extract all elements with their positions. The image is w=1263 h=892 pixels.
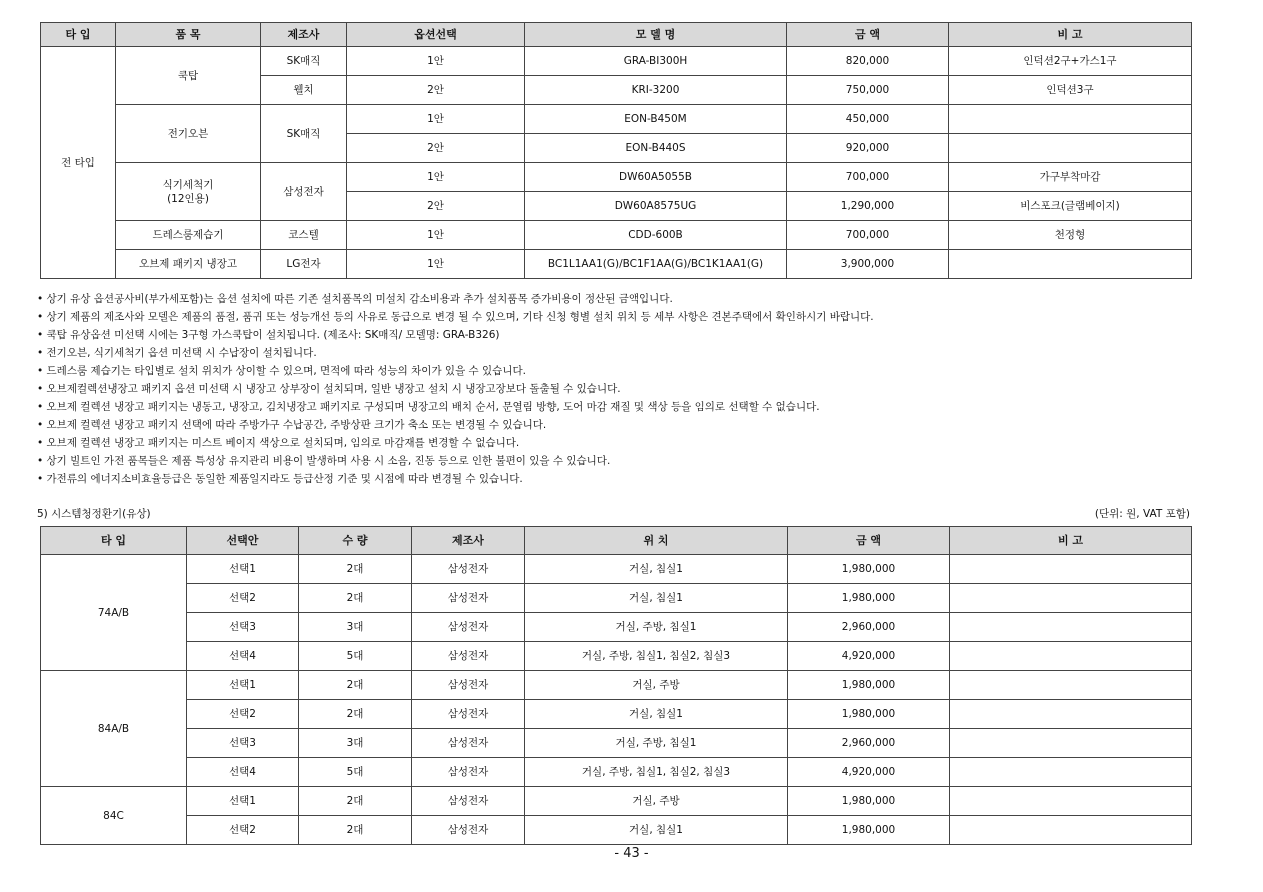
location-cell: 거실, 주방, 침실1	[525, 613, 788, 642]
maker-cell: 삼성전자	[412, 555, 525, 584]
qty-cell: 5대	[299, 758, 412, 787]
note-cell: 비스포크(글램베이지)	[949, 192, 1192, 221]
header-option: 옵션선택	[347, 23, 525, 47]
amount-cell: 450,000	[787, 105, 949, 134]
table-row	[41, 787, 1192, 816]
model-cell: EON-B440S	[525, 134, 787, 163]
note-cell: 가구부착마감	[949, 163, 1192, 192]
ventilation-options-table	[40, 526, 1192, 845]
table-row	[41, 163, 1192, 192]
note-cell	[950, 787, 1192, 816]
table-row	[41, 671, 1192, 700]
choice-cell: 선택2	[187, 816, 299, 845]
header-location: 위 치	[525, 527, 788, 555]
choice-cell: 선택4	[187, 642, 299, 671]
model-cell: EON-B450M	[525, 105, 787, 134]
maker-cell: 삼성전자	[412, 671, 525, 700]
location-cell: 거실, 침실1	[525, 816, 788, 845]
header-maker: 제조사	[412, 527, 525, 555]
maker-cell: 삼성전자	[412, 642, 525, 671]
note-item: • 상기 제품의 제조사와 모델은 제품의 품절, 품귀 또는 성능개선 등의 사유로 동급으로 변경 될 수 있으며, 기타 신청 형별 설치 위치 등 세부 사항은 견본주택에서 확인하시기 바랍니다.	[37, 308, 1237, 326]
maker-cell: 삼성전자	[412, 758, 525, 787]
table-header-row	[41, 23, 1192, 47]
header-type: 타 입	[41, 527, 187, 555]
note-cell	[949, 250, 1192, 279]
header-type: 타 입	[41, 23, 116, 47]
note-cell	[950, 555, 1192, 584]
choice-cell: 선택3	[187, 613, 299, 642]
type-cell: 84A/B	[41, 671, 187, 787]
model-cell: KRI-3200	[525, 76, 787, 105]
location-cell: 거실, 주방	[525, 787, 788, 816]
amount-cell: 750,000	[787, 76, 949, 105]
maker-cell: 삼성전자	[412, 613, 525, 642]
amount-cell: 2,960,000	[788, 729, 950, 758]
amount-cell: 1,980,000	[788, 816, 950, 845]
location-cell: 거실, 주방, 침실1, 침실2, 침실3	[525, 758, 788, 787]
option-cell: 1안	[347, 47, 525, 76]
table-row	[41, 555, 1192, 584]
note-cell	[950, 816, 1192, 845]
model-cell: GRA-BI300H	[525, 47, 787, 76]
type-cell: 74A/B	[41, 555, 187, 671]
table-row	[41, 613, 1192, 642]
note-item: • 전기오븐, 식기세척기 옵션 미선택 시 수납장이 설치됩니다.	[37, 344, 1237, 362]
maker-cell: 삼성전자	[261, 163, 347, 221]
table-header-row	[41, 527, 1192, 555]
note-cell	[950, 642, 1192, 671]
amount-cell: 1,980,000	[788, 584, 950, 613]
amount-cell: 1,980,000	[788, 671, 950, 700]
choice-cell: 선택3	[187, 729, 299, 758]
amount-cell: 700,000	[787, 163, 949, 192]
qty-cell: 2대	[299, 555, 412, 584]
maker-cell: SK매직	[261, 105, 347, 163]
type-cell: 전 타입	[41, 47, 116, 279]
note-item: • 드레스룸 제습기는 타입별로 설치 위치가 상이할 수 있으며, 면적에 따라 성능의 차이가 있을 수 있습니다.	[37, 362, 1237, 380]
maker-cell: 웰치	[261, 76, 347, 105]
note-cell	[950, 671, 1192, 700]
appliance-options-table	[40, 22, 1192, 279]
table-row	[41, 584, 1192, 613]
table-row	[41, 700, 1192, 729]
location-cell: 거실, 주방, 침실1	[525, 729, 788, 758]
section-title: 5) 시스템청정환기(유상)	[37, 508, 151, 520]
maker-cell: 삼성전자	[412, 584, 525, 613]
header-choice: 선택안	[187, 527, 299, 555]
item-cell: 전기오븐	[116, 105, 261, 163]
note-cell: 천정형	[949, 221, 1192, 250]
maker-cell: LG전자	[261, 250, 347, 279]
header-maker: 제조사	[261, 23, 347, 47]
note-cell	[949, 134, 1192, 163]
note-cell	[950, 584, 1192, 613]
location-cell: 거실, 침실1	[525, 555, 788, 584]
notes-list	[37, 290, 1237, 488]
note-item: • 상기 유상 옵션공사비(부가세포함)는 옵션 설치에 따른 기존 설치품목의 미설치 감소비용과 추가 설치품목 증가비용이 정산된 금액입니다.	[37, 290, 1237, 308]
unit-label: (단위: 원, VAT 포함)	[1094, 508, 1190, 520]
model-cell: DW60A8575UG	[525, 192, 787, 221]
model-cell: BC1L1AA1(G)/BC1F1AA(G)/BC1K1AA1(G)	[525, 250, 787, 279]
header-note: 비 고	[950, 527, 1192, 555]
amount-cell: 820,000	[787, 47, 949, 76]
header-amount: 금 액	[788, 527, 950, 555]
header-note: 비 고	[949, 23, 1192, 47]
item-line-1: 식기세척기	[162, 178, 214, 191]
note-item: • 오브제 컬렉션 냉장고 패키지 선택에 따라 주방가구 수납공간, 주방상판 크기가 축소 또는 변경될 수 있습니다.	[37, 416, 1237, 434]
maker-cell: 삼성전자	[412, 700, 525, 729]
option-cell: 1안	[347, 250, 525, 279]
header-model: 모 델 명	[525, 23, 787, 47]
option-cell: 2안	[347, 76, 525, 105]
header-amount: 금 액	[787, 23, 949, 47]
amount-cell: 4,920,000	[788, 758, 950, 787]
item-cell: 드레스룸제습기	[116, 221, 261, 250]
model-cell: DW60A5055B	[525, 163, 787, 192]
qty-cell: 5대	[299, 642, 412, 671]
note-item: • 상기 빌트인 가전 품목들은 제품 특성상 유지관리 비용이 발생하며 사용 시 소음, 진동 등으로 인한 불편이 있을 수 있습니다.	[37, 452, 1237, 470]
option-cell: 1안	[347, 163, 525, 192]
choice-cell: 선택2	[187, 700, 299, 729]
item-line-2: (12인용)	[167, 192, 209, 205]
note-cell	[950, 613, 1192, 642]
maker-cell: 코스텔	[261, 221, 347, 250]
amount-cell: 1,980,000	[788, 555, 950, 584]
maker-cell: SK매직	[261, 47, 347, 76]
note-cell	[949, 105, 1192, 134]
amount-cell: 1,980,000	[788, 787, 950, 816]
qty-cell: 3대	[299, 613, 412, 642]
table-row	[41, 816, 1192, 845]
model-cell: CDD-600B	[525, 221, 787, 250]
amount-cell: 920,000	[787, 134, 949, 163]
table-row	[41, 105, 1192, 134]
maker-cell: 삼성전자	[412, 787, 525, 816]
location-cell: 거실, 주방	[525, 671, 788, 700]
item-cell: 오브제 패키지 냉장고	[116, 250, 261, 279]
qty-cell: 2대	[299, 816, 412, 845]
item-cell	[116, 163, 261, 221]
option-cell: 1안	[347, 221, 525, 250]
note-item: • 가전류의 에너지소비효율등급은 동일한 제품일지라도 등급산정 기준 및 시점에 따라 변경될 수 있습니다.	[37, 470, 1237, 488]
amount-cell: 2,960,000	[788, 613, 950, 642]
amount-cell: 3,900,000	[787, 250, 949, 279]
note-cell: 인덕션2구+가스1구	[949, 47, 1192, 76]
amount-cell: 700,000	[787, 221, 949, 250]
amount-cell: 4,920,000	[788, 642, 950, 671]
qty-cell: 2대	[299, 584, 412, 613]
item-cell: 쿡탑	[116, 47, 261, 105]
table-row	[41, 729, 1192, 758]
amount-cell: 1,290,000	[787, 192, 949, 221]
maker-cell: 삼성전자	[412, 816, 525, 845]
choice-cell: 선택4	[187, 758, 299, 787]
type-cell: 84C	[41, 787, 187, 845]
note-cell: 인덕션3구	[949, 76, 1192, 105]
table-row	[41, 642, 1192, 671]
location-cell: 거실, 침실1	[525, 584, 788, 613]
location-cell: 거실, 주방, 침실1, 침실2, 침실3	[525, 642, 788, 671]
note-item: • 오브제 컬렉션 냉장고 패키지는 미스트 베이지 색상으로 설치되며, 임의로 마감재를 변경할 수 없습니다.	[37, 434, 1237, 452]
amount-cell: 1,980,000	[788, 700, 950, 729]
location-cell: 거실, 침실1	[525, 700, 788, 729]
note-item: • 오브제컬렉션냉장고 패키지 옵션 미선택 시 냉장고 상부장이 설치되며, 일반 냉장고 설치 시 냉장고장보다 돌출될 수 있습니다.	[37, 380, 1237, 398]
maker-cell: 삼성전자	[412, 729, 525, 758]
option-cell: 2안	[347, 192, 525, 221]
table-row	[41, 221, 1192, 250]
table-row	[41, 758, 1192, 787]
choice-cell: 선택1	[187, 787, 299, 816]
page-number: - 43 -	[614, 846, 649, 861]
table-row	[41, 250, 1192, 279]
note-item: • 쿡탑 유상옵션 미선택 시에는 3구형 가스쿡탑이 설치됩니다. (제조사: SK매직/ 모델명: GRA-B326)	[37, 326, 1237, 344]
choice-cell: 선택1	[187, 555, 299, 584]
table-row	[41, 47, 1192, 76]
choice-cell: 선택1	[187, 671, 299, 700]
note-cell	[950, 758, 1192, 787]
choice-cell: 선택2	[187, 584, 299, 613]
note-item: • 오브제 컬렉션 냉장고 패키지는 냉동고, 냉장고, 김치냉장고 패키지로 구성되며 냉장고의 배치 순서, 문열림 방향, 도어 마감 재질 및 색상 등을 임의로 선택할 수 없습니다.	[37, 398, 1237, 416]
note-cell	[950, 700, 1192, 729]
qty-cell: 2대	[299, 700, 412, 729]
qty-cell: 2대	[299, 671, 412, 700]
qty-cell: 3대	[299, 729, 412, 758]
option-cell: 2안	[347, 134, 525, 163]
note-cell	[950, 729, 1192, 758]
option-cell: 1안	[347, 105, 525, 134]
header-qty: 수 량	[299, 527, 412, 555]
qty-cell: 2대	[299, 787, 412, 816]
header-item: 품 목	[116, 23, 261, 47]
